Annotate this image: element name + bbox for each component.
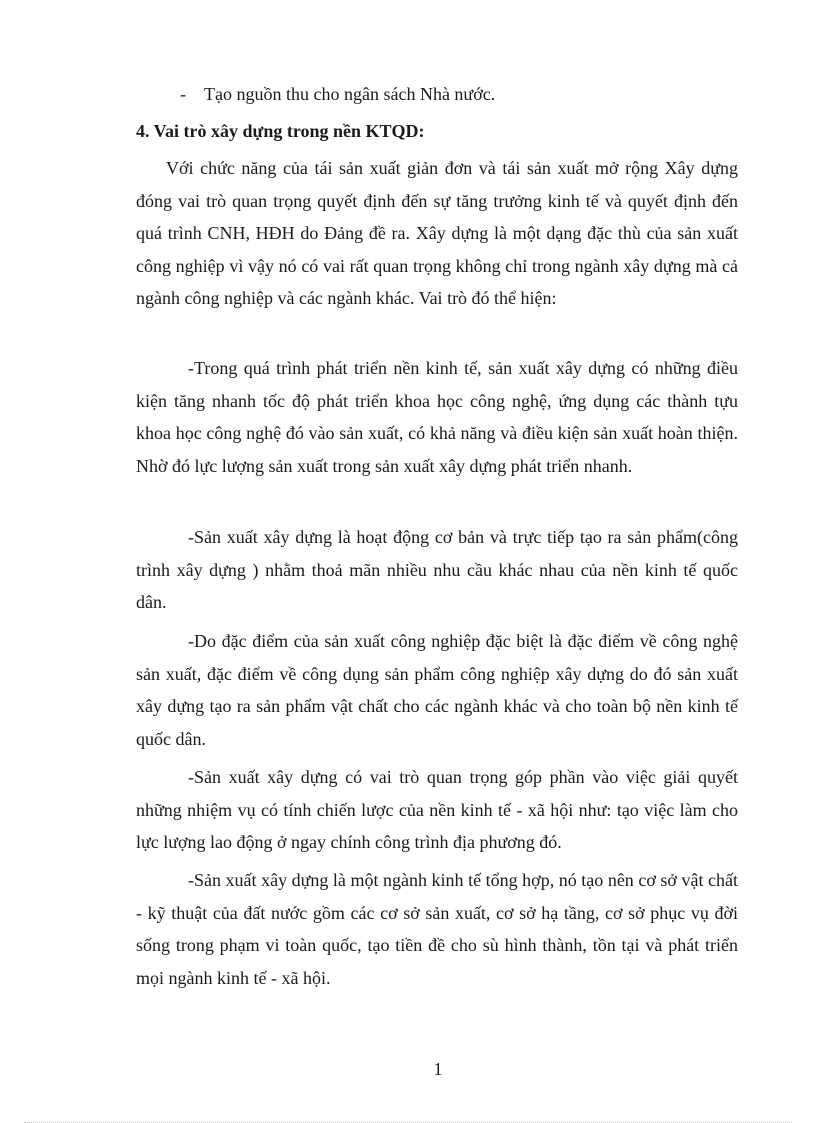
section-heading: 4. Vai trò xây dựng trong nền KTQD: — [136, 121, 425, 141]
paragraph-products: -Sản xuất xây dựng là hoạt động cơ bản và trực tiếp tạo ra sản phẩm(công trình xây dựng ) nhằm thoả mãn nhiều nhu cầu khác nhau của nền kinh tế quốc dân. — [136, 527, 738, 613]
paragraph-strategic-role: -Sản xuất xây dựng có vai trò quan trọng góp phần vào việc giải quyết những nhiệm vụ có tính chiến lược của nền kinh tế - xã hội như: tạo việc làm cho lực lượng lao động ở ngay chính công trình địa phương đó. — [136, 767, 738, 853]
paragraph-technology: -Trong quá trình phát triển nền kinh tế, sản xuất xây dựng có những điều kiện tăng nhanh tốc độ phát triển khoa học công nghệ, ứng dụng các thành tựu khoa học công nghệ đó vào sản xuất, có khả năng và điều kiện sản xuất hoàn thiện. Nhờ đó lực lượng sản xuất trong sản xuất xây dựng phát triển nhanh. — [136, 358, 738, 476]
bullet-item — [180, 80, 495, 108]
bullet-dash: - — [180, 84, 186, 104]
page-number: 1 — [433, 1059, 443, 1079]
paragraph-infrastructure: -Sản xuất xây dựng là một ngành kinh tế tổng hợp, nó tạo nên cơ sở vật chất - kỹ thuật của đất nước gồm các cơ sở sản xuất, cơ sở hạ tầng, cơ sở phục vụ đời sống trong phạm vi toàn quốc, tạo tiền đề cho sù hình thành, tồn tại và phát triển mọi ngành kinh tế - xã hội. — [136, 870, 738, 988]
paragraph-characteristics: -Do đặc điểm của sản xuất công nghiệp đặc biệt là đặc điểm về công nghệ sản xuất, đặc điểm về công dụng sản phẩm công nghiệp xây dựng do đó sản xuất xây dựng tạo ra sản phẩm vật chất cho các ngành khác và cho toàn bộ nền kinh tế quốc dân. — [136, 631, 738, 749]
bullet-text: Tạo nguồn thu cho ngân sách Nhà nước. — [204, 84, 496, 104]
intro-paragraph: Với chức năng của tái sản xuất giản đơn và tái sản xuất mở rộng Xây dựng đóng vai trò quan trọng quyết định đến sự tăng trưởng kinh tế và quyết định đến quá trình CNH, HĐH do Đảng đề ra. Xây dựng là một dạng đặc thù của sản xuất công nghiệp vì vậy nó có vai rất quan trọng không chỉ trong ngành xây dựng mà cả ngành công nghiệp và các ngành khác. Vai trò đó thể hiện: — [136, 158, 738, 309]
